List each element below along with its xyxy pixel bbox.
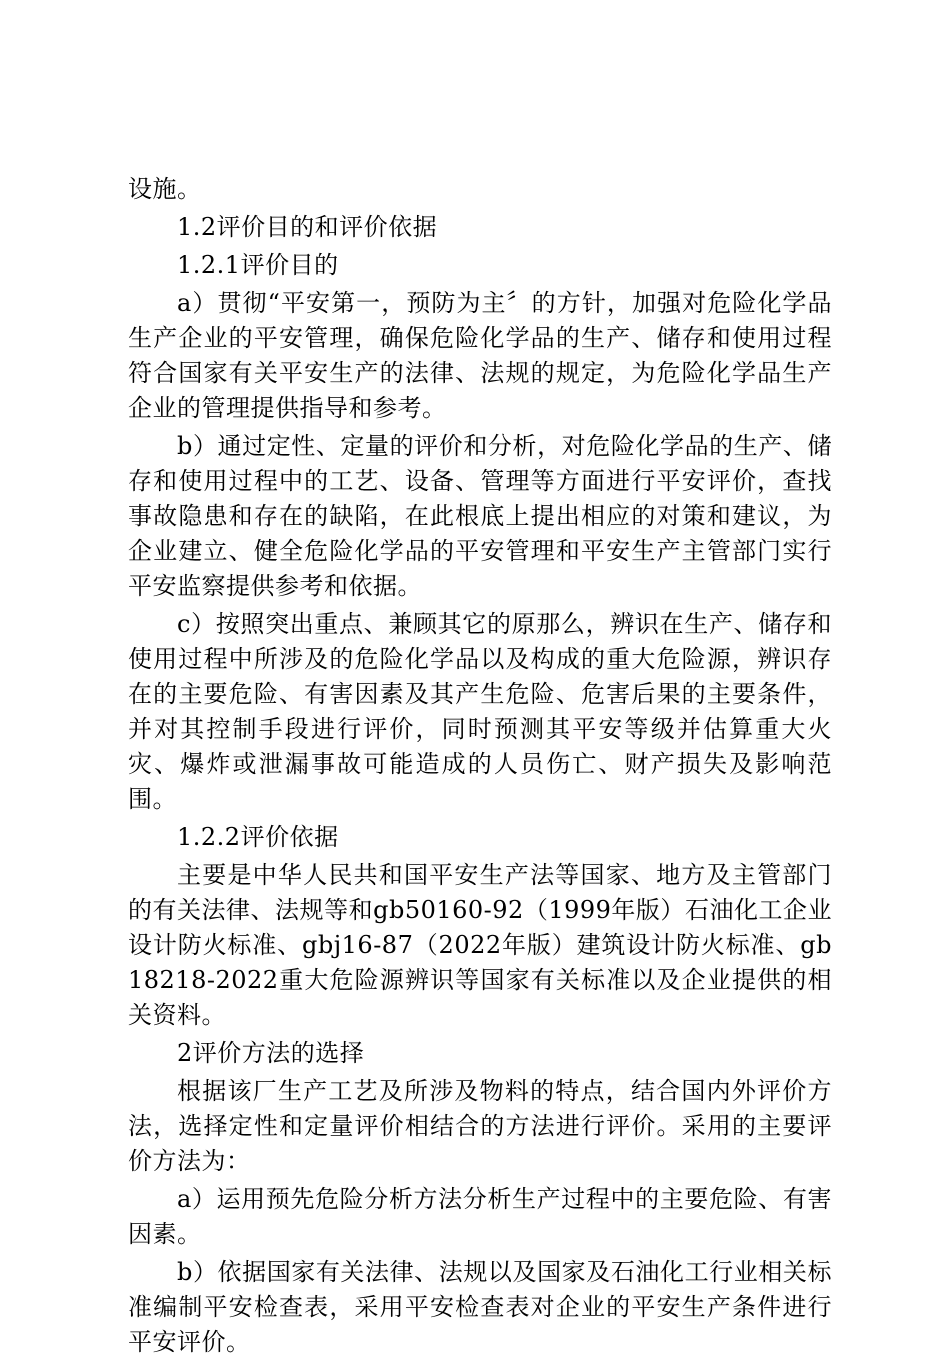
section-heading-1-2-2: 1.2.2评价依据 [177, 823, 339, 851]
paragraph-continuation: 设施。 [128, 175, 202, 203]
section-heading-1-2-1: 1.2.1评价目的 [177, 251, 339, 279]
paragraph-method-a: a）运用预先危险分析方法分析生产过程中的主要危险、有害因素。 [128, 1185, 832, 1248]
paragraph-method-b: b）依据国家有关法律、法规以及国家及石油化工行业相关标准编制平安检查表，采用平安检查表对企业的平安生产条件进行平安评价。 [128, 1258, 832, 1356]
section-heading-1-2: 1.2评价目的和评价依据 [177, 213, 438, 241]
paragraph-method-intro: 根据该厂生产工艺及所涉及物料的特点，结合国内外评价方法，选择定性和定量评价相结合的方法进行评价。采用的主要评价方法为： [128, 1077, 832, 1175]
paragraph-purpose-c: c）按照突出重点、兼顾其它的原那么，辨识在生产、储存和使用过程中所涉及的危险化学品以及构成的重大危险源，辨识存在的主要危险、有害因素及其产生危险、危害后果的主要条件，并对其控制手段进行评价，同时预测其平安等级并估算重大火灾、爆炸或泄漏事故可能造成的人员伤亡、财产损失及影响范围。 [128, 610, 832, 813]
paragraph-basis: 主要是中华人民共和国平安生产法等国家、地方及主管部门的有关法律、法规等和gb50160-92（1999年版）石油化工企业设计防火标准、gbj16-87（2022年版）建筑设计防火标准、gb18218-2022重大危险源辨识等国家有关标准以及企业提供的相关资料。 [128, 861, 832, 1029]
section-heading-2: 2评价方法的选择 [177, 1039, 365, 1067]
document-page [128, 172, 832, 1363]
paragraph-purpose-b: b）通过定性、定量的评价和分析，对危险化学品的生产、储存和使用过程中的工艺、设备、管理等方面进行平安评价，查找事故隐患和存在的缺陷，在此根底上提出相应的对策和建议，为企业建立、健全危险化学品的平安管理和平安生产主管部门实行平安监察提供参考和依据。 [128, 432, 832, 600]
paragraph-purpose-a: a）贯彻“平安第一，预防为主〞的方针，加强对危险化学品生产企业的平安管理，确保危险化学品的生产、储存和使用过程符合国家有关平安生产的法律、法规的规定，为危险化学品生产企业的管理提供指导和参考。 [128, 289, 832, 422]
